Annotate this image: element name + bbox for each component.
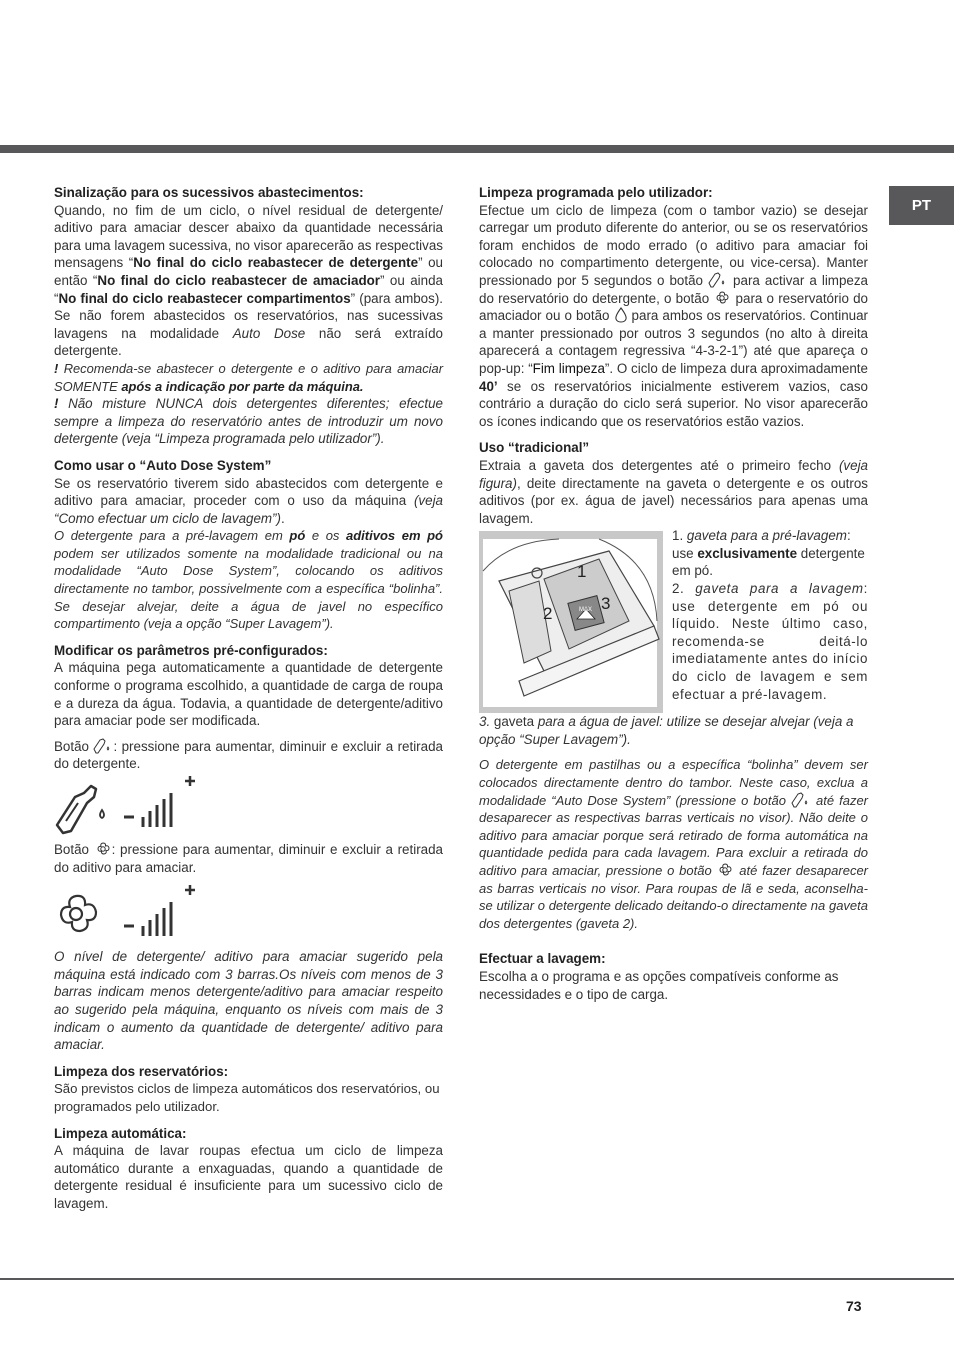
paragraph-level-explanation: O nível de detergente/ aditivo para amaciar sugerido pela máquina está indicado com 3 barras.Os níveis com menos de 3 barras indicam menos detergente/aditivo para amaciar respeito ao sugerido pela máquina, enquanto os níveis com mais de 3 indicam o aumento da quantidade de detergente/ aditivo para amaciar. bbox=[54, 949, 443, 1053]
flower-icon bbox=[94, 841, 112, 857]
paragraph-detergent-button: Botão : pressione para aumentar, diminuir e excluir a retirada do detergente. bbox=[54, 738, 443, 772]
paragraph-automatic-cleaning: A máquina de lavar roupas efectua um ciclo de limpeza automático durante a enxaguadas, quando a quantidade de detergente residual é insuficiente para um sucessivo ciclo de lavagem. bbox=[54, 1143, 443, 1211]
detergent-level-icon bbox=[54, 773, 204, 841]
language-tab bbox=[889, 186, 954, 225]
paragraph-user-cleaning: Efectue um ciclo de limpeza (com o tambor vazio) se desejar carregar um produto diferente do anterior, ou se os reservatórios foram enchidos de modo errado (o aditivo para amaciar foi colocado no compartimento detergente, ou vice-cersa). Manter pressionado por 5 segundos o botão para activar a limpeza do reservatório do detergente, o botão para o reservatório do amaciador ou o botão para ambos os reservatórios. Continuar a manter pressionado por outros 3 segundos (no alto à direita aparecerá a contagem regressiva “4-3-2-1”) até que apareça o pop-up: “Fim limpeza”. O ciclo de limpeza dura aproximadamente 40’ se os reservatórios inicialmente estiverem vazios, caso contrário a duração do ciclo será superior. No visor aparecerão os ícones indicando que os reservatórios estão vazios. bbox=[479, 202, 868, 429]
paragraph-traditional-use: Extraia a gaveta dos detergentes até o primeiro fecho (veja figura), deite directamente na gaveta o detergente e os outros aditivos (por ex. água de javel) necessários para apenas uma lavagem. bbox=[479, 457, 868, 526]
paragraph-reservoir-cleaning: São previstos ciclos de limpeza automáticos dos reservatórios, ou programados pelo utilizador. bbox=[54, 1081, 440, 1114]
detergent-drawer-figure bbox=[479, 531, 663, 713]
softener-level-icon bbox=[54, 876, 204, 948]
legend-item-2: 2. gaveta para a lavagem: use detergente em pó ou líquido. Neste último caso, recomenda-se deitá-lo imediatamente antes do início do ciclo de lavagem e sem efectuar a pré-lavagem. bbox=[672, 581, 868, 702]
figure-label-3: 3 bbox=[601, 594, 611, 614]
left-column bbox=[54, 184, 443, 1213]
heading-auto-dose-usage: Como usar o “Auto Dose System” bbox=[54, 457, 272, 473]
paragraph-start-wash: Escolha a o programa e as opções compatíveis conforme as necessidades e o tipo de carga. bbox=[479, 969, 839, 1002]
figure-label-2: 2 bbox=[543, 604, 553, 624]
detergent-bottle-icon bbox=[93, 738, 113, 754]
flower-icon bbox=[713, 290, 731, 306]
detergent-level-display bbox=[54, 773, 443, 841]
flower-icon bbox=[716, 862, 734, 878]
legend-item-1: 1. gaveta para a pré-lavagem: use exclusivamente detergente em pó. bbox=[672, 528, 865, 579]
figure-label-1: 1 bbox=[577, 562, 587, 582]
page-number: 73 bbox=[846, 1298, 862, 1314]
detergent-bottle-icon bbox=[791, 792, 811, 808]
drawer-figure-block bbox=[479, 527, 868, 713]
note-no-mix: ! Não misture NUNCA dois detergentes diferentes; efectue sempre a limpeza do reservatório antes de introduzir um novo detergente (veja “Limpeza programada pelo utilizador”). bbox=[54, 396, 443, 447]
detergent-drawer-illustration bbox=[479, 531, 663, 713]
heading-refill-signal: Sinalização para os sucessivos abastecimentos: bbox=[54, 185, 364, 200]
figure-max-label: MAX bbox=[579, 607, 593, 614]
detergent-bottle-icon bbox=[708, 272, 728, 288]
drawer-legend bbox=[672, 527, 868, 703]
paragraph-tablets-note: O detergente em pastilhas ou a específica “bolinha” devem ser colocados directamente dentro do tambor. Neste caso, exclua a modalidade “Auto Dose System” (pressione o botão até fazer desaparecer as respectivas barras verticais no visor). Não deite o aditivo para amaciar porque será retirado de forma automática na quantidade pedida para cada lavagem. Para excluir a retirada do aditivo para amaciar, pressione o botão até fazer desaparecer as barras verticais no visor. Para roupas de lã e seda, aconselha-se utilizar o detergente delicado deitando-o directamente na gaveta dos detergentes (gaveta 2). bbox=[479, 757, 869, 931]
paragraph-modify-parameters: A máquina pega automaticamente a quantidade de detergente conforme o programa escolhido, a quantidade de carga de roupa e a dureza da água. Todavia, a quantidade de detergente/aditivo para amaciar pode ser modificada. bbox=[54, 660, 443, 729]
footer-rule bbox=[0, 1278, 954, 1280]
drop-icon bbox=[614, 307, 628, 323]
heading-modify-parameters: Modificar os parâmetros pré-configurados: bbox=[54, 642, 328, 658]
heading-user-cleaning: Limpeza programada pelo utilizador: bbox=[479, 185, 713, 200]
right-column bbox=[479, 184, 868, 1003]
heading-automatic-cleaning: Limpeza automática: bbox=[54, 1125, 187, 1141]
legend-item-3: 3. gaveta para a água de javel: utilize se desejar alvejar (veja a opção “Super Lavagem”). bbox=[479, 714, 854, 747]
paragraph-auto-dose-usage: Se os reservatório tiverem sido abastecidos com detergente e aditivo para amaciar, proceder com o uso da máquina (veja “Como efectuar um ciclo de lavagem”). bbox=[54, 475, 443, 526]
paragraph-prewash-powder: O detergente para a pré-lavagem em pó e os aditivos em pó podem ser utilizados somente na modalidade tradicional ou na modalidade “Auto Dose System”, colocando os aditivos directamente no tambor, possivelmente com a específica “bolinha”. Se desejar alvejar, deite a água de javel no específico compartimento (veja a opção “Super Lavagem”). bbox=[54, 528, 443, 632]
softener-level-display bbox=[54, 876, 443, 948]
header-rule bbox=[0, 145, 954, 153]
paragraph-softener-button: Botão : pressione para aumentar, diminuir e excluir a retirada do aditivo para amaciar. bbox=[54, 842, 443, 875]
language-tab-label: PT bbox=[911, 197, 932, 214]
heading-traditional-use: Uso “tradicional” bbox=[479, 440, 590, 456]
paragraph-refill-signal: Quando, no fim de um ciclo, o nível residual de detergente/ aditivo para amaciar descer abaixo da quantidade necessária para uma lavagem sucessiva, no visor aparecerão as respectivas mensagens “No final do ciclo reabastecer de detergente” ou então “No final do ciclo reabastecer de amaciador” ou ainda “No final do ciclo reabastecer compartimentos” (para ambos). Se não forem abastecidos os reservatórios, nas sucessivas lavagens na modalidade Auto Dose não será extraído detergente. bbox=[54, 202, 443, 359]
note-refill-only: ! Recomenda-se abastecer o detergente e o aditivo para amaciar SOMENTE após a indicação por parte da máquina. bbox=[54, 360, 443, 394]
heading-start-wash: Efectuar a lavagem: bbox=[479, 951, 606, 967]
heading-reservoir-cleaning: Limpeza dos reservatórios: bbox=[54, 1063, 229, 1079]
